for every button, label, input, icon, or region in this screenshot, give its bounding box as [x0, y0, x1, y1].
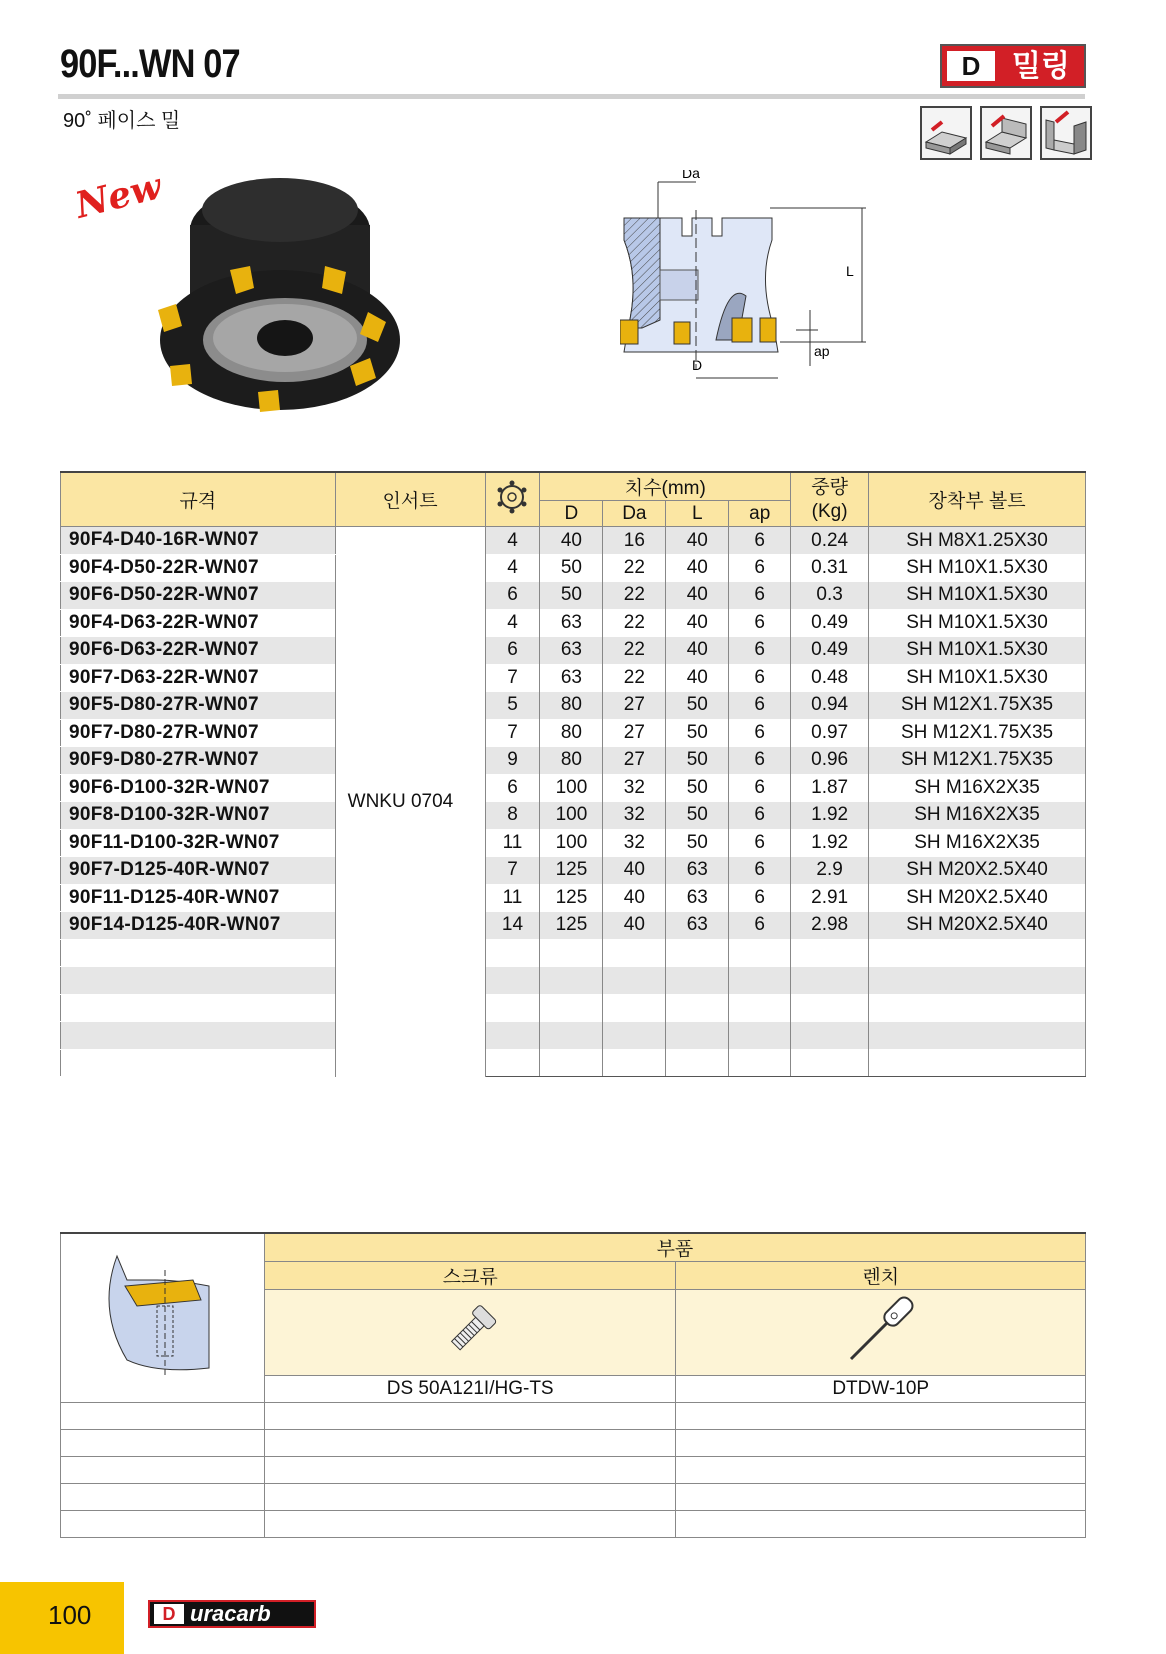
cell-d: 63	[540, 637, 603, 665]
cell-ap: 6	[729, 554, 791, 582]
logo-letter: D	[154, 1604, 184, 1624]
cell-bolt: SH M10X1.5X30	[869, 609, 1086, 637]
cell-ap: 6	[729, 857, 791, 885]
cell-model: 90F7-D125-40R-WN07	[61, 857, 336, 885]
cell-weight: 1.87	[791, 774, 869, 802]
cell-model: 90F9-D80-27R-WN07	[61, 747, 336, 775]
cell-d	[540, 939, 603, 967]
cell-teeth	[485, 994, 540, 1022]
cell-bolt: SH M10X1.5X30	[869, 582, 1086, 610]
face-mill-product-image	[150, 170, 420, 445]
cell-da: 22	[603, 582, 666, 610]
cell-bolt: SH M10X1.5X30	[869, 637, 1086, 665]
cell-da: 16	[603, 527, 666, 555]
cell-da	[603, 1022, 666, 1050]
cell-ap: 6	[729, 637, 791, 665]
cell-bolt: SH M12X1.75X35	[869, 747, 1086, 775]
cell-teeth: 6	[485, 774, 540, 802]
cell-teeth: 14	[485, 912, 540, 940]
cell-da: 22	[603, 637, 666, 665]
cell-teeth: 5	[485, 692, 540, 720]
cell-da: 22	[603, 554, 666, 582]
header-bolt: 장착부 볼트	[869, 472, 1086, 527]
cell-teeth: 4	[485, 527, 540, 555]
cell-weight	[791, 967, 869, 995]
cell-bolt	[869, 939, 1086, 967]
cell-d: 80	[540, 692, 603, 720]
cell-bolt: SH M16X2X35	[869, 774, 1086, 802]
cell-model: 90F4-D40-16R-WN07	[61, 527, 336, 555]
cell-teeth: 7	[485, 857, 540, 885]
empty-cell	[676, 1430, 1086, 1457]
cell-model	[61, 994, 336, 1022]
empty-cell	[264, 1457, 676, 1484]
cell-d	[540, 994, 603, 1022]
header-model: 규격	[61, 472, 336, 527]
cell-bolt: SH M12X1.75X35	[869, 719, 1086, 747]
table-row	[61, 747, 1086, 775]
wrench-header: 렌치	[676, 1262, 1086, 1290]
cell-d	[540, 967, 603, 995]
cell-d: 63	[540, 664, 603, 692]
cell-l: 63	[666, 857, 729, 885]
cell-ap: 6	[729, 884, 791, 912]
cell-teeth: 7	[485, 719, 540, 747]
cell-teeth: 11	[485, 884, 540, 912]
wrench-icon	[676, 1290, 1086, 1376]
table-row	[61, 1049, 1086, 1077]
cell-l	[666, 1022, 729, 1050]
cell-da: 40	[603, 912, 666, 940]
cell-l: 63	[666, 912, 729, 940]
cell-bolt	[869, 967, 1086, 995]
shoulder-milling-icon	[980, 106, 1032, 160]
cell-teeth: 4	[485, 554, 540, 582]
cell-model: 90F7-D80-27R-WN07	[61, 719, 336, 747]
page-title: 90F...WN 07	[60, 42, 240, 86]
badge-letter: D	[947, 51, 995, 81]
cell-d: 63	[540, 609, 603, 637]
table-row	[61, 664, 1086, 692]
empty-cell	[676, 1511, 1086, 1538]
cell-ap: 6	[729, 664, 791, 692]
empty-cell	[676, 1484, 1086, 1511]
cell-ap: 6	[729, 829, 791, 857]
cell-ap: 6	[729, 527, 791, 555]
header-dimensions: 치수(mm)	[540, 472, 791, 501]
cell-ap: 6	[729, 747, 791, 775]
parts-group-header: 부품	[264, 1233, 1085, 1262]
cell-weight: 0.31	[791, 554, 869, 582]
cell-d: 50	[540, 554, 603, 582]
screw-header: 스크류	[264, 1262, 676, 1290]
table-row	[61, 582, 1086, 610]
table-row	[61, 609, 1086, 637]
cell-ap	[729, 1049, 791, 1077]
cell-d: 125	[540, 912, 603, 940]
cell-model: 90F4-D63-22R-WN07	[61, 609, 336, 637]
header-d: D	[540, 501, 603, 527]
cell-model: 90F4-D50-22R-WN07	[61, 554, 336, 582]
cell-weight	[791, 1049, 869, 1077]
cell-l	[666, 1049, 729, 1077]
cell-da	[603, 994, 666, 1022]
table-row	[61, 1457, 1086, 1484]
teeth-count-icon	[485, 472, 540, 527]
cell-l: 40	[666, 527, 729, 555]
cell-da	[603, 967, 666, 995]
category-badge	[940, 44, 1086, 88]
cell-l	[666, 994, 729, 1022]
cell-ap: 6	[729, 774, 791, 802]
cell-weight: 0.49	[791, 637, 869, 665]
cell-model: 90F11-D100-32R-WN07	[61, 829, 336, 857]
dimension-diagram	[620, 170, 920, 405]
empty-cell	[61, 1430, 265, 1457]
table-row	[61, 719, 1086, 747]
cell-bolt	[869, 1022, 1086, 1050]
cell-weight: 2.98	[791, 912, 869, 940]
cell-teeth: 8	[485, 802, 540, 830]
empty-cell	[676, 1457, 1086, 1484]
cell-model: 90F6-D63-22R-WN07	[61, 637, 336, 665]
cell-ap	[729, 1022, 791, 1050]
cell-l	[666, 939, 729, 967]
cell-da: 27	[603, 719, 666, 747]
cell-model: 90F11-D125-40R-WN07	[61, 884, 336, 912]
header-weight: 중량 (Kg)	[791, 472, 869, 527]
header-insert: 인서트	[335, 472, 485, 527]
cell-model	[61, 1049, 336, 1077]
label-d: D	[692, 357, 703, 373]
cell-teeth	[485, 1022, 540, 1050]
cell-da: 32	[603, 829, 666, 857]
cell-model	[61, 967, 336, 995]
empty-cell	[61, 1457, 265, 1484]
cell-bolt: SH M20X2.5X40	[869, 857, 1086, 885]
screw-icon	[264, 1290, 676, 1376]
table-row	[61, 857, 1086, 885]
cell-weight: 1.92	[791, 802, 869, 830]
table-row	[61, 774, 1086, 802]
cell-ap: 6	[729, 912, 791, 940]
cell-l: 50	[666, 719, 729, 747]
cell-bolt	[869, 994, 1086, 1022]
cell-weight	[791, 1022, 869, 1050]
table-row	[61, 994, 1086, 1022]
cell-weight: 1.92	[791, 829, 869, 857]
table-row	[61, 884, 1086, 912]
cell-model: 90F5-D80-27R-WN07	[61, 692, 336, 720]
empty-cell	[61, 1403, 265, 1430]
insert-cell: WNKU 0704	[335, 527, 485, 1077]
slot-milling-icon	[1040, 106, 1092, 160]
cell-ap: 6	[729, 719, 791, 747]
new-tag: New	[71, 165, 166, 227]
screw-code: DS 50A121I/HG-TS	[264, 1376, 676, 1403]
face-milling-icon	[920, 106, 972, 160]
cell-ap: 6	[729, 692, 791, 720]
table-row	[61, 967, 1086, 995]
cell-da: 27	[603, 747, 666, 775]
cell-teeth: 6	[485, 582, 540, 610]
cell-ap	[729, 994, 791, 1022]
cell-teeth: 6	[485, 637, 540, 665]
cell-d: 80	[540, 747, 603, 775]
cell-d: 125	[540, 884, 603, 912]
header-da: Da	[603, 501, 666, 527]
cell-bolt	[869, 1049, 1086, 1077]
empty-cell	[61, 1484, 265, 1511]
cell-ap: 6	[729, 802, 791, 830]
table-row	[61, 692, 1086, 720]
cell-teeth: 4	[485, 609, 540, 637]
cell-d: 40	[540, 527, 603, 555]
cell-bolt: SH M10X1.5X30	[869, 554, 1086, 582]
cell-l: 50	[666, 747, 729, 775]
table-row	[61, 637, 1086, 665]
cell-teeth	[485, 939, 540, 967]
cell-weight: 0.48	[791, 664, 869, 692]
cell-d: 100	[540, 802, 603, 830]
cell-d: 100	[540, 829, 603, 857]
table-row	[61, 939, 1086, 967]
cell-da: 27	[603, 692, 666, 720]
cell-ap	[729, 967, 791, 995]
cell-model: 90F8-D100-32R-WN07	[61, 802, 336, 830]
cell-da	[603, 1049, 666, 1077]
cell-bolt: SH M8X1.25X30	[869, 527, 1086, 555]
cell-l: 40	[666, 582, 729, 610]
wrench-code: DTDW-10P	[676, 1376, 1086, 1403]
table-row	[61, 1022, 1086, 1050]
table-row	[61, 527, 1086, 555]
label-l: L	[846, 263, 854, 279]
table-row	[61, 912, 1086, 940]
label-da: Da	[682, 170, 700, 181]
cell-weight: 0.96	[791, 747, 869, 775]
empty-cell	[264, 1403, 676, 1430]
table-row	[61, 802, 1086, 830]
table-row	[61, 1430, 1086, 1457]
cell-l: 50	[666, 692, 729, 720]
cell-weight: 2.91	[791, 884, 869, 912]
table-row	[61, 1403, 1086, 1430]
table-row	[61, 829, 1086, 857]
empty-cell	[61, 1511, 265, 1538]
page-number: 100	[48, 1600, 92, 1630]
cell-d: 125	[540, 857, 603, 885]
header-ap: ap	[729, 501, 791, 527]
cell-weight: 0.49	[791, 609, 869, 637]
empty-cell	[676, 1403, 1086, 1430]
cell-da: 22	[603, 609, 666, 637]
cell-weight: 0.3	[791, 582, 869, 610]
cell-bolt: SH M12X1.75X35	[869, 692, 1086, 720]
specification-table	[60, 471, 1086, 1077]
cell-d: 80	[540, 719, 603, 747]
cell-da: 22	[603, 664, 666, 692]
cell-l: 40	[666, 664, 729, 692]
table-row	[61, 1484, 1086, 1511]
cell-bolt: SH M20X2.5X40	[869, 912, 1086, 940]
cell-model: 90F6-D50-22R-WN07	[61, 582, 336, 610]
cell-da: 40	[603, 857, 666, 885]
cell-teeth	[485, 967, 540, 995]
logo-text: uracarb	[190, 1601, 271, 1626]
table-row	[61, 554, 1086, 582]
cell-bolt: SH M10X1.5X30	[869, 664, 1086, 692]
cell-weight	[791, 939, 869, 967]
empty-cell	[264, 1484, 676, 1511]
cell-d: 50	[540, 582, 603, 610]
cell-da: 32	[603, 802, 666, 830]
cell-l	[666, 967, 729, 995]
cell-model: 90F14-D125-40R-WN07	[61, 912, 336, 940]
screw-assembly-image	[61, 1233, 265, 1403]
cell-l: 50	[666, 802, 729, 830]
title-rule	[58, 94, 1085, 99]
cell-teeth: 9	[485, 747, 540, 775]
cell-weight: 0.24	[791, 527, 869, 555]
table-row	[61, 1511, 1086, 1538]
label-ap: ap	[814, 343, 830, 359]
cell-l: 40	[666, 554, 729, 582]
cell-d: 100	[540, 774, 603, 802]
cell-ap	[729, 939, 791, 967]
cell-teeth: 7	[485, 664, 540, 692]
cell-weight: 0.94	[791, 692, 869, 720]
cell-da: 40	[603, 884, 666, 912]
header-l: L	[666, 501, 729, 527]
cell-l: 50	[666, 774, 729, 802]
cell-teeth	[485, 1049, 540, 1077]
cell-ap: 6	[729, 609, 791, 637]
cell-bolt: SH M20X2.5X40	[869, 884, 1086, 912]
cell-l: 40	[666, 609, 729, 637]
empty-cell	[264, 1511, 676, 1538]
cell-da: 32	[603, 774, 666, 802]
cell-model	[61, 939, 336, 967]
cell-teeth: 11	[485, 829, 540, 857]
cell-model: 90F6-D100-32R-WN07	[61, 774, 336, 802]
badge-text: 밀링	[1012, 50, 1070, 83]
page-subtitle: 90˚ 페이스 밀	[63, 110, 181, 132]
cell-weight: 2.9	[791, 857, 869, 885]
cell-d	[540, 1049, 603, 1077]
cell-weight	[791, 994, 869, 1022]
duracarb-logo	[148, 1600, 316, 1628]
cell-da	[603, 939, 666, 967]
cell-bolt: SH M16X2X35	[869, 829, 1086, 857]
empty-cell	[264, 1430, 676, 1457]
cell-l: 63	[666, 884, 729, 912]
cell-l: 50	[666, 829, 729, 857]
cell-weight: 0.97	[791, 719, 869, 747]
cell-l: 40	[666, 637, 729, 665]
cell-model	[61, 1022, 336, 1050]
cell-bolt: SH M16X2X35	[869, 802, 1086, 830]
cell-model: 90F7-D63-22R-WN07	[61, 664, 336, 692]
parts-table	[60, 1232, 1086, 1538]
cell-d	[540, 1022, 603, 1050]
cell-ap: 6	[729, 582, 791, 610]
